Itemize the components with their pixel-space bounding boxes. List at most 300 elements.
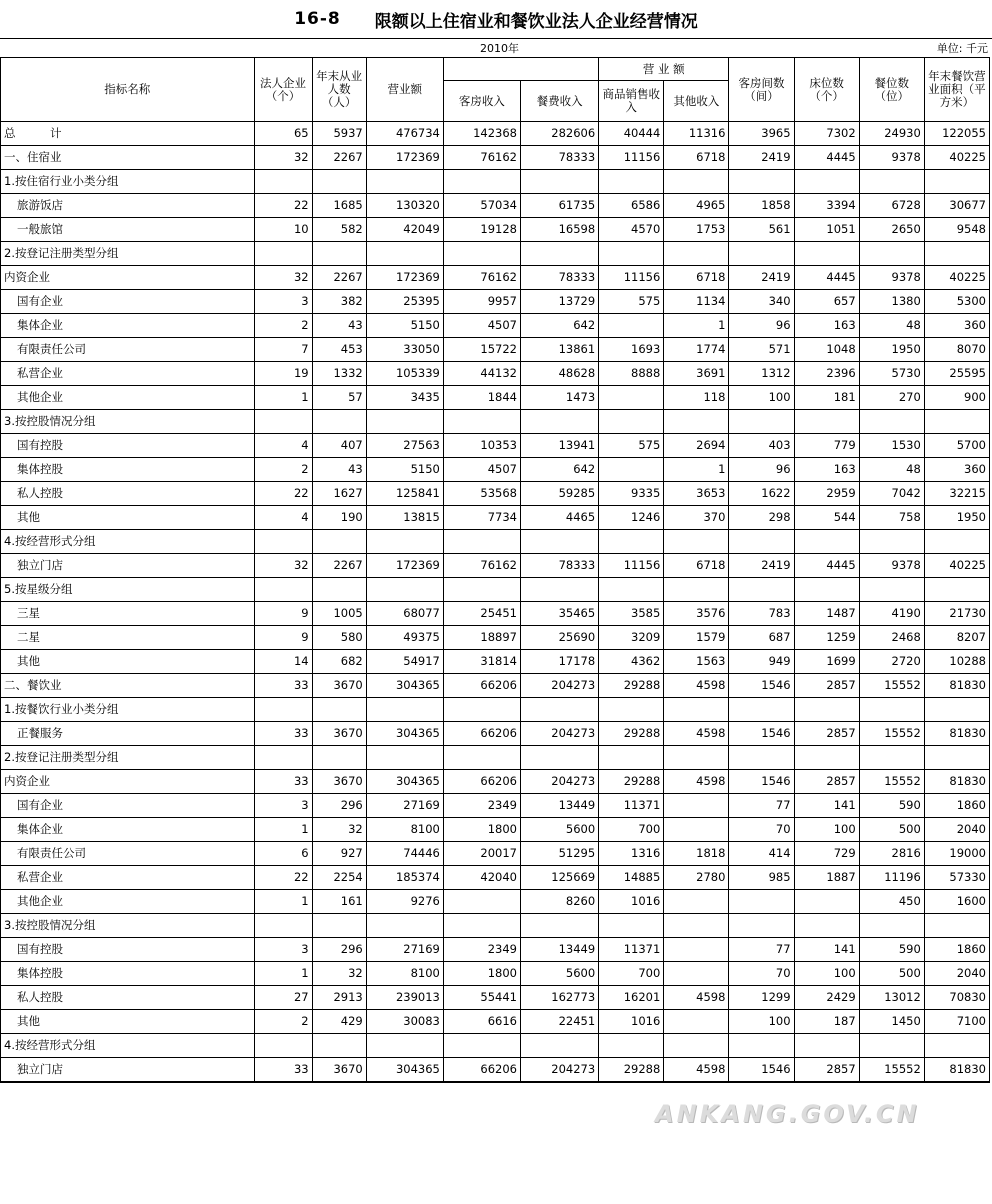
cell-value: 2349 xyxy=(443,794,520,818)
row-label: 4.按经营形式分组 xyxy=(1,1034,255,1058)
cell-value: 10288 xyxy=(924,650,989,674)
cell-value: 33 xyxy=(254,1058,312,1083)
cell-value: 575 xyxy=(599,434,664,458)
cell-value: 76162 xyxy=(443,146,520,170)
cell-value: 2857 xyxy=(794,674,859,698)
row-label: 国有控股 xyxy=(1,434,255,458)
cell-value: 204273 xyxy=(521,674,599,698)
cell-value: 32 xyxy=(312,962,366,986)
cell-value: 7100 xyxy=(924,1010,989,1034)
cell-value: 43 xyxy=(312,314,366,338)
cell-value: 5150 xyxy=(366,458,443,482)
cell-value: 185374 xyxy=(366,866,443,890)
cell-value: 78333 xyxy=(521,146,599,170)
cell-value xyxy=(664,530,729,554)
cell-value: 1246 xyxy=(599,506,664,530)
row-label: 5.按星级分组 xyxy=(1,578,255,602)
cell-value: 2650 xyxy=(859,218,924,242)
cell-value: 172369 xyxy=(366,554,443,578)
row-label: 独立门店 xyxy=(1,554,255,578)
cell-value: 25595 xyxy=(924,362,989,386)
cell-value: 11156 xyxy=(599,266,664,290)
cell-value: 687 xyxy=(729,626,794,650)
cell-value: 190 xyxy=(312,506,366,530)
table-row xyxy=(1,410,990,434)
cell-value: 76162 xyxy=(443,554,520,578)
cell-value: 25395 xyxy=(366,290,443,314)
cell-value: 1693 xyxy=(599,338,664,362)
table-title-text: 限额以上住宿业和餐饮业法人企业经营情况 xyxy=(374,11,698,32)
cell-value: 382 xyxy=(312,290,366,314)
cell-value: 77 xyxy=(729,794,794,818)
cell-value xyxy=(443,410,520,434)
cell-value: 70 xyxy=(729,818,794,842)
cell-value xyxy=(729,170,794,194)
cell-value: 2267 xyxy=(312,266,366,290)
table-row xyxy=(1,890,990,914)
cell-value xyxy=(664,578,729,602)
cell-value: 100 xyxy=(794,818,859,842)
cell-value: 360 xyxy=(924,314,989,338)
cell-value: 9378 xyxy=(859,266,924,290)
cell-value: 3670 xyxy=(312,674,366,698)
row-label: 私营企业 xyxy=(1,362,255,386)
table-row xyxy=(1,986,990,1010)
cell-value: 40225 xyxy=(924,146,989,170)
cell-value xyxy=(366,1034,443,1058)
cell-value: 130320 xyxy=(366,194,443,218)
cell-value: 282606 xyxy=(521,122,599,146)
cell-value xyxy=(599,458,664,482)
cell-value xyxy=(664,1010,729,1034)
cell-value: 6718 xyxy=(664,266,729,290)
cell-value: 105339 xyxy=(366,362,443,386)
cell-value: 4 xyxy=(254,506,312,530)
cell-value: 70 xyxy=(729,962,794,986)
cell-value: 296 xyxy=(312,794,366,818)
cell-value xyxy=(521,698,599,722)
table-row xyxy=(1,458,990,482)
table-body xyxy=(1,122,990,1083)
cell-value xyxy=(521,914,599,938)
cell-value: 30677 xyxy=(924,194,989,218)
cell-value xyxy=(521,170,599,194)
table-row xyxy=(1,530,990,554)
cell-value: 25690 xyxy=(521,626,599,650)
cell-value: 187 xyxy=(794,1010,859,1034)
cell-value: 11316 xyxy=(664,122,729,146)
cell-value: 3209 xyxy=(599,626,664,650)
cell-value xyxy=(599,530,664,554)
table-row xyxy=(1,962,990,986)
cell-value xyxy=(794,890,859,914)
cell-value: 22 xyxy=(254,482,312,506)
cell-value: 96 xyxy=(729,458,794,482)
cell-value: 55441 xyxy=(443,986,520,1010)
cell-value: 590 xyxy=(859,794,924,818)
cell-value: 2913 xyxy=(312,986,366,1010)
cell-value: 3670 xyxy=(312,770,366,794)
cell-value: 27169 xyxy=(366,938,443,962)
cell-value: 4570 xyxy=(599,218,664,242)
cell-value xyxy=(859,410,924,434)
cell-value xyxy=(859,914,924,938)
cell-value: 5730 xyxy=(859,362,924,386)
table-row xyxy=(1,770,990,794)
cell-value xyxy=(664,242,729,266)
row-label: 3.按控股情况分组 xyxy=(1,410,255,434)
cell-value xyxy=(794,1034,859,1058)
cell-value: 4445 xyxy=(794,146,859,170)
table-row xyxy=(1,698,990,722)
cell-value: 4965 xyxy=(664,194,729,218)
cell-value xyxy=(443,914,520,938)
cell-value: 1312 xyxy=(729,362,794,386)
row-label: 正餐服务 xyxy=(1,722,255,746)
cell-value xyxy=(924,170,989,194)
cell-value: 9957 xyxy=(443,290,520,314)
cell-value: 11371 xyxy=(599,938,664,962)
cell-value: 204273 xyxy=(521,722,599,746)
cell-value: 21730 xyxy=(924,602,989,626)
cell-value: 1 xyxy=(254,386,312,410)
cell-value xyxy=(599,386,664,410)
cell-value: 1530 xyxy=(859,434,924,458)
cell-value: 1579 xyxy=(664,626,729,650)
cell-value: 304365 xyxy=(366,722,443,746)
cell-value: 32215 xyxy=(924,482,989,506)
row-label: 集体企业 xyxy=(1,314,255,338)
cell-value xyxy=(664,938,729,962)
row-label: 其他 xyxy=(1,650,255,674)
cell-value: 1887 xyxy=(794,866,859,890)
cell-value: 927 xyxy=(312,842,366,866)
table-header xyxy=(1,58,990,122)
cell-value: 9378 xyxy=(859,554,924,578)
row-label: 内资企业 xyxy=(1,266,255,290)
cell-value: 304365 xyxy=(366,674,443,698)
cell-value: 42049 xyxy=(366,218,443,242)
cell-value: 10353 xyxy=(443,434,520,458)
cell-value: 59285 xyxy=(521,482,599,506)
cell-value: 1600 xyxy=(924,890,989,914)
cell-value: 682 xyxy=(312,650,366,674)
cell-value: 27169 xyxy=(366,794,443,818)
cell-value xyxy=(254,242,312,266)
table-row xyxy=(1,434,990,458)
cell-value: 81830 xyxy=(924,1058,989,1083)
row-label: 内资企业 xyxy=(1,770,255,794)
cell-value xyxy=(664,890,729,914)
cell-value xyxy=(664,914,729,938)
cell-value: 22 xyxy=(254,194,312,218)
header-blank-group xyxy=(443,58,598,81)
cell-value: 2254 xyxy=(312,866,366,890)
cell-value xyxy=(924,242,989,266)
cell-value: 2267 xyxy=(312,146,366,170)
cell-value: 1546 xyxy=(729,770,794,794)
row-label: 其他企业 xyxy=(1,386,255,410)
cell-value: 2720 xyxy=(859,650,924,674)
cell-value: 8207 xyxy=(924,626,989,650)
cell-value xyxy=(254,746,312,770)
row-label: 2.按登记注册类型分组 xyxy=(1,746,255,770)
cell-value: 6718 xyxy=(664,146,729,170)
table-row xyxy=(1,338,990,362)
cell-value xyxy=(664,818,729,842)
cell-value: 2396 xyxy=(794,362,859,386)
cell-value: 141 xyxy=(794,794,859,818)
header-room-income: 客房收入 xyxy=(443,81,520,122)
cell-value xyxy=(924,530,989,554)
row-label: 一、住宿业 xyxy=(1,146,255,170)
cell-value: 4598 xyxy=(664,986,729,1010)
cell-value xyxy=(254,578,312,602)
header-other-income: 其他收入 xyxy=(664,81,729,122)
header-employees: 年末从业人数（人） xyxy=(312,58,366,122)
cell-value: 4362 xyxy=(599,650,664,674)
cell-value: 5600 xyxy=(521,818,599,842)
cell-value: 296 xyxy=(312,938,366,962)
cell-value: 29288 xyxy=(599,674,664,698)
cell-value: 3394 xyxy=(794,194,859,218)
cell-value: 125841 xyxy=(366,482,443,506)
cell-value: 985 xyxy=(729,866,794,890)
cell-value xyxy=(312,578,366,602)
cell-value: 2419 xyxy=(729,146,794,170)
cell-value: 5700 xyxy=(924,434,989,458)
cell-value: 2419 xyxy=(729,266,794,290)
table-row xyxy=(1,1034,990,1058)
cell-value: 77 xyxy=(729,938,794,962)
cell-value: 544 xyxy=(794,506,859,530)
cell-value: 40444 xyxy=(599,122,664,146)
cell-value: 4445 xyxy=(794,554,859,578)
cell-value: 14 xyxy=(254,650,312,674)
table-row xyxy=(1,578,990,602)
table-row xyxy=(1,794,990,818)
cell-value xyxy=(254,410,312,434)
row-label: 私人控股 xyxy=(1,482,255,506)
cell-value xyxy=(924,698,989,722)
row-label: 1.按餐饮行业小类分组 xyxy=(1,698,255,722)
cell-value: 1048 xyxy=(794,338,859,362)
cell-value: 9378 xyxy=(859,146,924,170)
cell-value: 66206 xyxy=(443,770,520,794)
cell-value: 29288 xyxy=(599,770,664,794)
cell-value xyxy=(312,914,366,938)
cell-value: 125669 xyxy=(521,866,599,890)
cell-value: 43 xyxy=(312,458,366,482)
cell-value: 13449 xyxy=(521,938,599,962)
cell-value: 35465 xyxy=(521,602,599,626)
cell-value xyxy=(924,578,989,602)
cell-value xyxy=(729,578,794,602)
table-row xyxy=(1,1058,990,1083)
cell-value: 7042 xyxy=(859,482,924,506)
row-label: 国有企业 xyxy=(1,290,255,314)
cell-value: 304365 xyxy=(366,770,443,794)
cell-value xyxy=(521,530,599,554)
cell-value: 239013 xyxy=(366,986,443,1010)
cell-value: 4598 xyxy=(664,1058,729,1083)
row-label: 二星 xyxy=(1,626,255,650)
cell-value: 1316 xyxy=(599,842,664,866)
cell-value: 1 xyxy=(254,818,312,842)
table-row xyxy=(1,362,990,386)
table-row xyxy=(1,194,990,218)
cell-value: 31814 xyxy=(443,650,520,674)
header-beds: 床位数（个） xyxy=(794,58,859,122)
cell-value: 3691 xyxy=(664,362,729,386)
cell-value xyxy=(599,578,664,602)
cell-value xyxy=(924,914,989,938)
cell-value xyxy=(366,410,443,434)
cell-value: 163 xyxy=(794,458,859,482)
cell-value xyxy=(859,1034,924,1058)
header-name: 指标名称 xyxy=(1,58,255,122)
cell-value xyxy=(312,410,366,434)
cell-value: 100 xyxy=(794,962,859,986)
cell-value xyxy=(366,530,443,554)
cell-value: 32 xyxy=(312,818,366,842)
row-label: 旅游饭店 xyxy=(1,194,255,218)
table-row xyxy=(1,506,990,530)
cell-value xyxy=(599,914,664,938)
cell-value: 2419 xyxy=(729,554,794,578)
cell-value: 2468 xyxy=(859,626,924,650)
cell-value: 1753 xyxy=(664,218,729,242)
cell-value: 29288 xyxy=(599,1058,664,1083)
cell-value: 2857 xyxy=(794,770,859,794)
cell-value xyxy=(664,746,729,770)
cell-value: 204273 xyxy=(521,1058,599,1083)
cell-value: 66206 xyxy=(443,1058,520,1083)
cell-value: 1134 xyxy=(664,290,729,314)
cell-value: 9335 xyxy=(599,482,664,506)
cell-value xyxy=(312,530,366,554)
cell-value: 4 xyxy=(254,434,312,458)
cell-value: 642 xyxy=(521,314,599,338)
cell-value xyxy=(254,914,312,938)
cell-value xyxy=(729,410,794,434)
cell-value: 2959 xyxy=(794,482,859,506)
cell-value: 5600 xyxy=(521,962,599,986)
cell-value: 1546 xyxy=(729,1058,794,1083)
cell-value xyxy=(254,170,312,194)
cell-value xyxy=(859,578,924,602)
cell-value: 450 xyxy=(859,890,924,914)
cell-value xyxy=(312,746,366,770)
cell-value: 3653 xyxy=(664,482,729,506)
cell-value: 172369 xyxy=(366,266,443,290)
cell-value: 7302 xyxy=(794,122,859,146)
cell-value: 48628 xyxy=(521,362,599,386)
cell-value: 1860 xyxy=(924,938,989,962)
table-row xyxy=(1,938,990,962)
table-row xyxy=(1,818,990,842)
row-label: 集体企业 xyxy=(1,818,255,842)
cell-value: 9548 xyxy=(924,218,989,242)
cell-value: 571 xyxy=(729,338,794,362)
cell-value: 2429 xyxy=(794,986,859,1010)
cell-value: 1051 xyxy=(794,218,859,242)
cell-value: 15722 xyxy=(443,338,520,362)
cell-value: 78333 xyxy=(521,266,599,290)
row-label: 其他 xyxy=(1,506,255,530)
cell-value: 11196 xyxy=(859,866,924,890)
row-label: 私营企业 xyxy=(1,866,255,890)
cell-value: 2 xyxy=(254,458,312,482)
cell-value xyxy=(729,914,794,938)
cell-value: 18897 xyxy=(443,626,520,650)
table-row xyxy=(1,602,990,626)
cell-value: 3965 xyxy=(729,122,794,146)
cell-value xyxy=(443,530,520,554)
row-label: 其他 xyxy=(1,1010,255,1034)
cell-value: 13729 xyxy=(521,290,599,314)
cell-value: 33 xyxy=(254,674,312,698)
cell-value xyxy=(859,170,924,194)
table-row xyxy=(1,146,990,170)
cell-value: 2040 xyxy=(924,818,989,842)
cell-value: 580 xyxy=(312,626,366,650)
cell-value: 1 xyxy=(254,962,312,986)
table-row xyxy=(1,650,990,674)
cell-value: 8100 xyxy=(366,818,443,842)
cell-value: 32 xyxy=(254,146,312,170)
cell-value xyxy=(443,1034,520,1058)
row-label: 一般旅馆 xyxy=(1,218,255,242)
cell-value: 96 xyxy=(729,314,794,338)
cell-value: 657 xyxy=(794,290,859,314)
cell-value: 3 xyxy=(254,290,312,314)
cell-value: 54917 xyxy=(366,650,443,674)
cell-value xyxy=(794,746,859,770)
year-label: 2010年 xyxy=(480,42,519,55)
cell-value xyxy=(664,794,729,818)
cell-value: 66206 xyxy=(443,674,520,698)
cell-value: 3435 xyxy=(366,386,443,410)
cell-value xyxy=(924,746,989,770)
cell-value xyxy=(443,698,520,722)
cell-value: 6616 xyxy=(443,1010,520,1034)
cell-value: 8100 xyxy=(366,962,443,986)
cell-value: 1860 xyxy=(924,794,989,818)
cell-value xyxy=(599,314,664,338)
cell-value: 370 xyxy=(664,506,729,530)
table-row xyxy=(1,866,990,890)
cell-value: 1005 xyxy=(312,602,366,626)
cell-value xyxy=(859,530,924,554)
cell-value: 5150 xyxy=(366,314,443,338)
cell-value xyxy=(729,1034,794,1058)
cell-value: 298 xyxy=(729,506,794,530)
cell-value: 1774 xyxy=(664,338,729,362)
cell-value: 582 xyxy=(312,218,366,242)
cell-value xyxy=(443,578,520,602)
cell-value xyxy=(924,410,989,434)
cell-value: 1380 xyxy=(859,290,924,314)
table-row xyxy=(1,242,990,266)
cell-value: 1844 xyxy=(443,386,520,410)
cell-value: 11371 xyxy=(599,794,664,818)
cell-value: 122055 xyxy=(924,122,989,146)
cell-value: 4507 xyxy=(443,458,520,482)
cell-value xyxy=(729,242,794,266)
cell-value: 2857 xyxy=(794,1058,859,1083)
cell-value: 49375 xyxy=(366,626,443,650)
